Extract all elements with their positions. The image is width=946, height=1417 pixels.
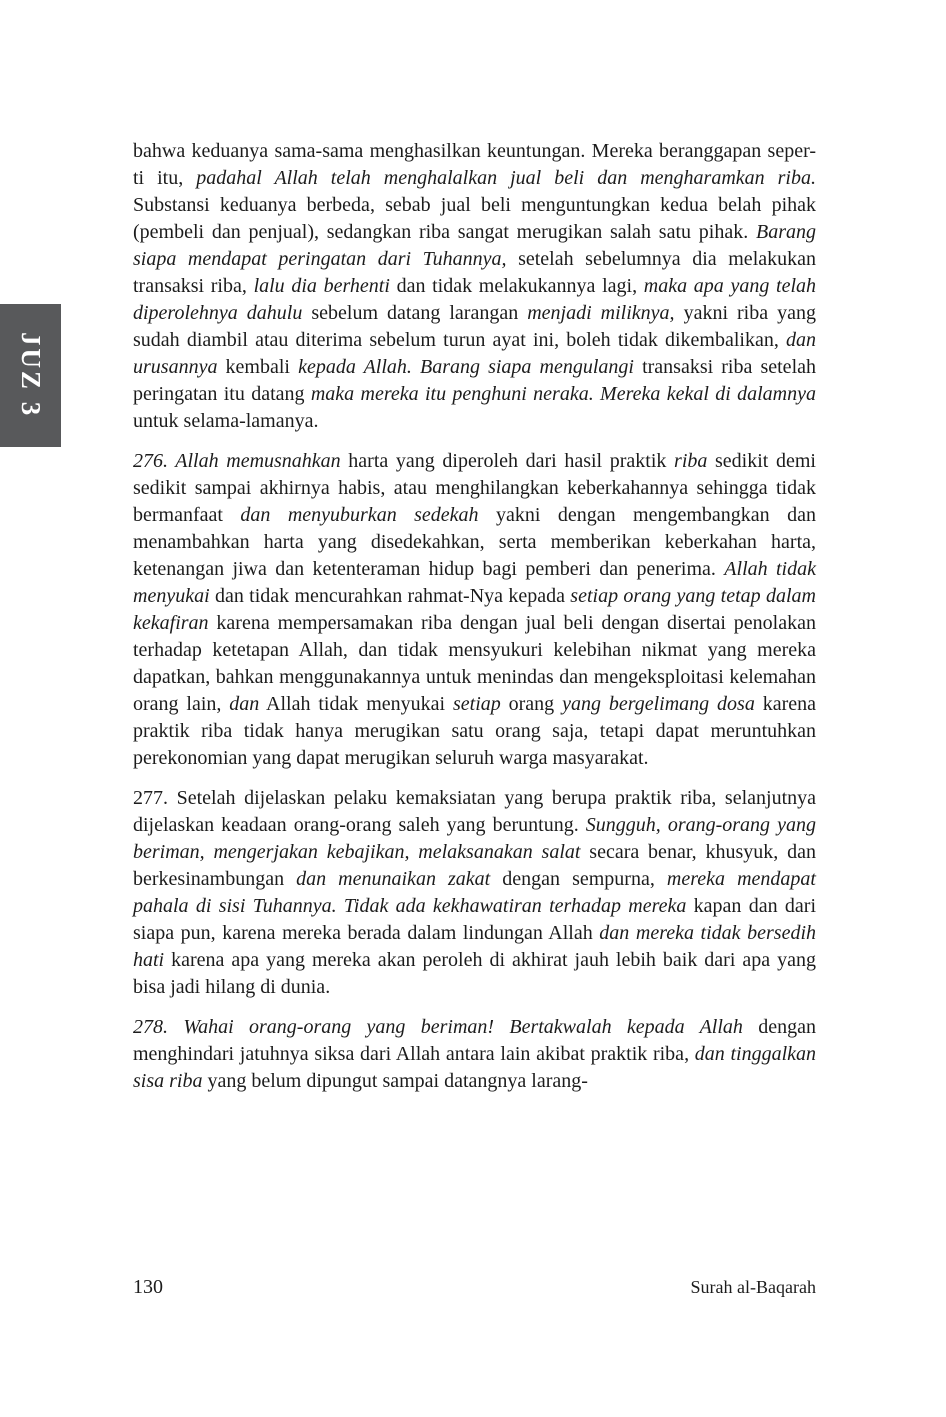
commentary-text: 277. Setelah dijelaskan pelaku kemaksiatan yang berupa praktik riba, selanjutnya dijelaskan keadaan orang-orang saleh yang beruntung. [133, 787, 816, 836]
commentary-text: untuk selama-lamanya. [133, 410, 319, 432]
paragraph [133, 1014, 816, 1095]
commentary-text: transaksi riba setelah peringatan itu datang [133, 356, 816, 405]
quoted-translation-text: Allah tidak menyukai [133, 558, 816, 607]
commentary-text: bahwa keduanya sama-sama menghasilkan keuntungan. Mereka beranggapan seper-ti itu, [133, 140, 816, 189]
paragraph [133, 785, 816, 1001]
quoted-translation-text: dan mereka tidak bersedih hati [133, 922, 816, 971]
commentary-text: orang [500, 693, 563, 715]
quoted-translation-text: dan tinggalkan sisa riba [133, 1043, 817, 1092]
commentary-text: sebelum datang larangan [302, 302, 528, 324]
commentary-text: Allah tidak menyukai [259, 693, 453, 715]
quoted-translation-text: setiap [452, 693, 501, 715]
commentary-text: secara benar, khusyuk, dan berkesinambungan [133, 841, 816, 890]
commentary-text: Substansi keduanya berbeda, sebab jual beli menguntungkan kedua belah pihak (pembeli dan penjual), sedangkan riba sangat merugikan salah satu pihak. [133, 194, 816, 243]
commentary-text: sedikit demi sedikit sampai akhirnya habis, atau menghilangkan keberkahannya sehingga tidak bermanfaat [133, 450, 816, 526]
quoted-translation-text: padahal Allah telah menghalalkan jual beli dan mengharamkan riba. [196, 167, 816, 189]
quoted-translation-text: setiap orang yang tetap dalam kekafiran [133, 585, 816, 634]
page-footer [133, 1276, 816, 1299]
running-title: Surah al-Baqarah [690, 1277, 816, 1297]
commentary-text: dengan sempurna, [490, 868, 667, 890]
page-number: 130 [133, 1276, 163, 1298]
commentary-text: dan tidak melakukannya lagi, [389, 275, 644, 297]
quoted-translation-text: kepada Allah. Barang siapa mengulangi [298, 356, 634, 378]
commentary-text: setelah sebelumnya dia melakukan transaksi riba, [133, 248, 816, 297]
paragraph [133, 448, 816, 772]
quoted-translation-text: dan urusannya [133, 329, 816, 378]
quoted-translation-text: lalu dia berhenti [253, 275, 390, 297]
quoted-translation-text: yang bergelimang dosa [562, 693, 755, 715]
juz-label: JUZ 3 [16, 332, 46, 419]
commentary-text: dan tidak mencurahkan rahmat-Nya kepada [209, 585, 571, 607]
commentary-text: yang belum dipungut sampai datangnya larang- [202, 1070, 588, 1092]
quoted-translation-text: Barang siapa mendapat peringatan dari Tuhannya, [133, 221, 816, 270]
juz-tab [0, 304, 61, 447]
commentary-text: yakni riba yang sudah diambil atau diterima sebelum turun ayat ini, boleh tidak dikembalikan, [133, 302, 817, 351]
commentary-text: karena praktik riba tidak hanya merugikan satu orang saja, tetapi dapat meruntuhkan perekonomian yang dapat merugikan seluruh warga masyarakat. [133, 693, 816, 769]
commentary-text: karena mempersamakan riba dengan jual beli dengan disertai penolakan terhadap ketetapan Allah, dan tidak mensyukuri kelebihan nikmat yang mereka dapatkan, bahkan menggunakannya untuk menindas dan mengeksploitasi kelemahan orang lain, [133, 612, 816, 715]
quoted-translation-text: dan [229, 693, 260, 715]
quoted-translation-text: maka mereka itu penghuni neraka. Mereka kekal di dalamnya [310, 383, 816, 405]
quoted-translation-text: riba [674, 450, 708, 472]
quoted-translation-text: menjadi miliknya, [527, 302, 675, 324]
quoted-translation-text: 278. Wahai orang-orang yang beriman! Bertakwalah kepada Allah [133, 1016, 743, 1038]
commentary-text: kembali [217, 356, 299, 378]
quoted-translation-text: dan menyuburkan sedekah [240, 504, 479, 526]
quoted-translation-text: mereka mendapat pahala di sisi Tuhannya. Tidak ada kekhawatiran terhadap mereka [133, 868, 816, 917]
quoted-translation-text: Sungguh, orang-orang yang beriman, mengerjakan kebajikan, melaksanakan salat [133, 814, 816, 863]
commentary-text: harta yang diperoleh dari hasil praktik [340, 450, 675, 472]
quoted-translation-text: 276. Allah memusnahkan [133, 450, 341, 472]
commentary-text: dengan menghindari jatuhnya siksa dari Allah antara lain akibat praktik riba, [133, 1016, 816, 1065]
commentary-text: karena apa yang mereka akan peroleh di akhirat jauh lebih baik dari apa yang bisa jadi hilang di dunia. [133, 949, 816, 998]
quoted-translation-text: maka apa yang telah diperolehnya dahulu [133, 275, 817, 324]
commentary-text: kapan dan dari siapa pun, karena mereka berada dalam lindungan Allah [133, 895, 816, 944]
text-block [133, 138, 816, 1095]
paragraph [133, 138, 816, 435]
quoted-translation-text: dan menunaikan zakat [296, 868, 491, 890]
commentary-text: yakni dengan mengembangkan dan menambahkan harta yang disedekahkan, serta memberikan keberkahan harta, ketenangan jiwa dan ketenteraman hidup bagi pemberi dan penerima. [133, 504, 816, 580]
